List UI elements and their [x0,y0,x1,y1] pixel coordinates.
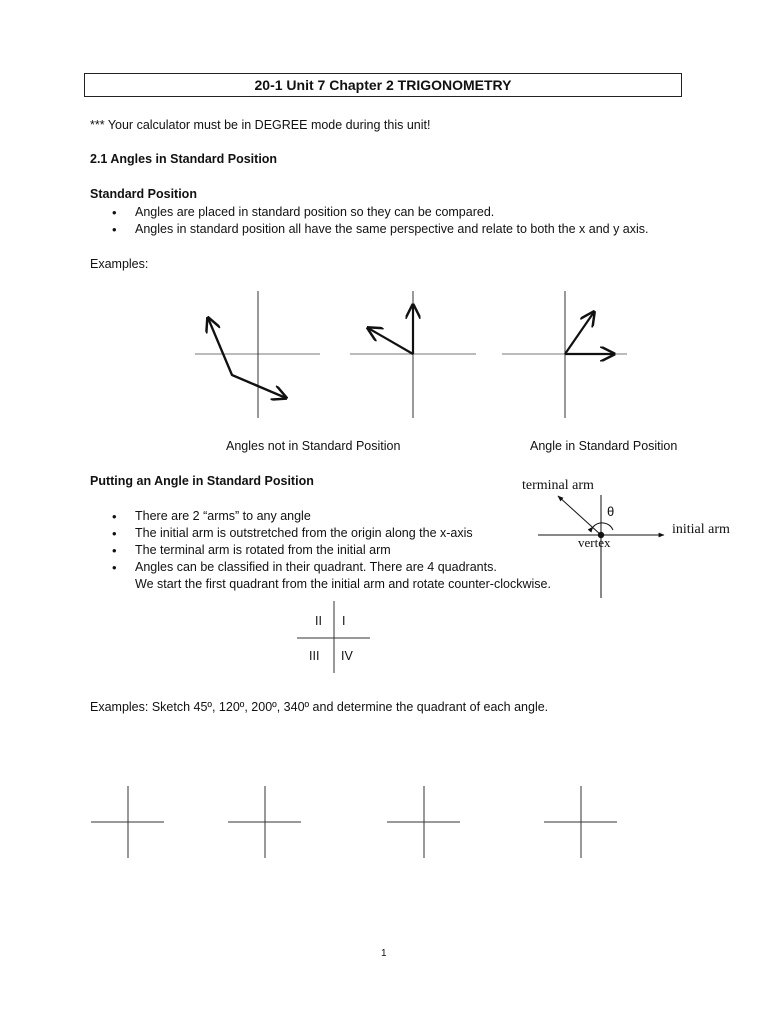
list-item: • The terminal arm is rotated from the initial arm [90,542,497,559]
sketch-examples: Examples: Sketch 45º, 120º, 200º, 340º and determine the quadrant of each angle. [90,700,549,714]
example-diagram-1 [195,291,320,418]
quadrant-i-label: I [342,614,346,628]
sketch-axes-1 [91,786,164,858]
putting-list [90,508,497,576]
terminal-arm-label: terminal arm [522,478,594,493]
sketch-axes-2 [228,786,301,858]
page-number: 1 [381,948,387,959]
quadrant-iv-label: IV [341,649,353,663]
quadrant-cross [297,601,370,673]
list-item: • Angles are placed in standard position so they can be compared. [90,204,649,221]
example-diagram-2 [350,291,476,418]
caption-not-standard: Angles not in Standard Position [226,439,401,453]
sketch-axes-3 [387,786,460,858]
list-item: • The initial arm is outstretched from the origin along the x-axis [90,525,497,542]
list-item: • Angles can be classified in their quadrant. There are 4 quadrants. [90,559,497,576]
standard-position-heading: Standard Position [90,187,197,201]
examples-label: Examples: [90,257,149,271]
example-diagram-3 [502,291,627,418]
vertex-label: vertex [578,535,611,550]
putting-heading: Putting an Angle in Standard Position [90,474,314,488]
list-item: • There are 2 “arms” to any angle [90,508,497,525]
section-heading: 2.1 Angles in Standard Position [90,152,278,166]
list-item: • Angles in standard position all have the same perspective and relate to both the x and y axis. [90,221,649,238]
quadrant-ii-label: II [315,614,322,628]
caption-standard: Angle in Standard Position [530,439,678,453]
sketch-axes-4 [544,786,617,858]
calculator-note: *** Your calculator must be in DEGREE mode during this unit! [90,118,431,132]
theta-label: θ [607,504,615,519]
page-title: 20-1 Unit 7 Chapter 2 TRIGONOMETRY [84,73,682,97]
putting-continuation: We start the first quadrant from the initial arm and rotate counter-clockwise. [135,577,551,591]
quadrant-iii-label: III [309,649,320,663]
initial-arm-label: initial arm [672,522,730,537]
